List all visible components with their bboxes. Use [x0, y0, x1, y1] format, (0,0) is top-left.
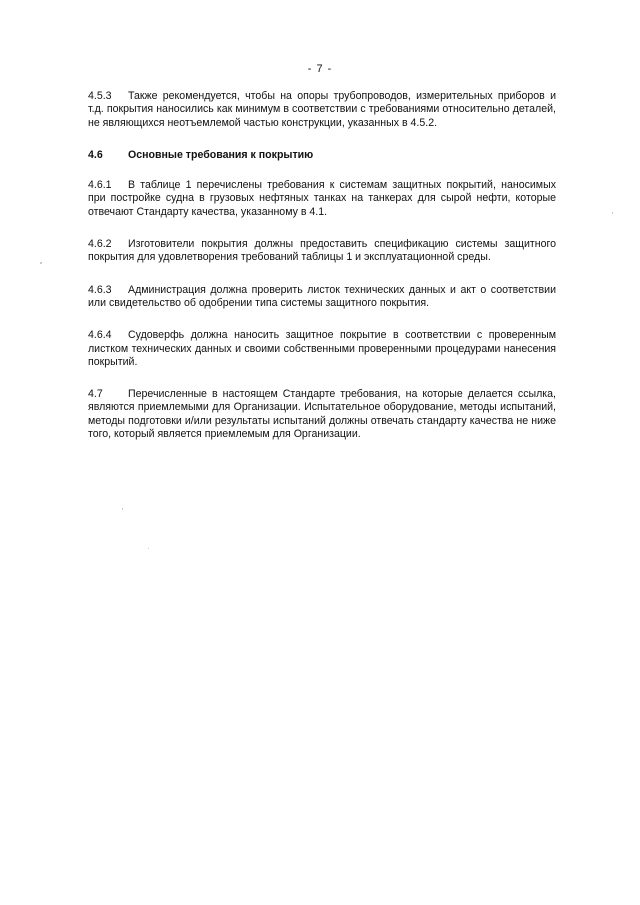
paragraph-text: Также рекомендуется, чтобы на опоры трубопроводов, измерительных приборов и т.д. покрытия наносились как минимум в соответствии с требованиями относительно деталей, не являющихся неотъемлемой частью конструкции, указанных в 4.5.2.	[88, 90, 556, 129]
scan-speck	[122, 508, 123, 510]
paragraph-4-6-3	[88, 284, 556, 311]
paragraph-text: Изготовители покрытия должны предоставить спецификацию системы защитного покрытия для удовлетворения требований таблицы 1 и эксплуатационной среды.	[88, 238, 556, 264]
scan-speck	[148, 548, 149, 549]
paragraph-4-7	[88, 388, 556, 441]
section-number: 4.6	[88, 148, 103, 161]
paragraph-number: 4.6.1	[88, 179, 112, 192]
paragraph-text: Судоверфь должна наносить защитное покрытие в соответствии с проверенным листком технических данных и своими собственными проверенными процедурами нанесения покрытий.	[88, 329, 556, 368]
page-number: - 7 -	[307, 63, 333, 75]
paragraph-number: 4.6.2	[88, 238, 112, 251]
paragraph-text: Перечисленные в настоящем Стандарте требования, на которые делается ссылка, являются приемлемыми для Организации. Испытательное оборудование, методы испытаний, методы подготовки и/или результаты испытаний должны отвечать стандарту качества не ниже того, который является приемлемым для Организации.	[88, 388, 556, 441]
section-heading-4-6	[88, 149, 556, 162]
document-body	[88, 90, 556, 460]
paragraph-4-5-3	[88, 90, 556, 130]
scan-speck	[612, 212, 613, 214]
paragraph-4-6-2	[88, 238, 556, 265]
paragraph-text: Администрация должна проверить листок технических данных и акт о соответствии или свидетельство об одобрении типа системы защитного покрытия.	[88, 283, 556, 309]
section-title: Основные требования к покрытию	[128, 148, 314, 161]
scan-speck	[40, 262, 42, 264]
paragraph-number: 4.6.3	[88, 283, 112, 296]
paragraph-number: 4.6.4	[88, 329, 112, 342]
paragraph-number: 4.7	[88, 388, 103, 401]
paragraph-text: В таблице 1 перечислены требования к системам защитных покрытий, наносимых при постройке судна в грузовых нефтяных танках на танкерах для сырой нефти, которые отвечают Стандарту качества, указанному в 4.1.	[88, 179, 556, 218]
paragraph-4-6-4	[88, 329, 556, 369]
paragraph-number: 4.5.3	[88, 90, 112, 102]
paragraph-4-6-1	[88, 179, 556, 219]
